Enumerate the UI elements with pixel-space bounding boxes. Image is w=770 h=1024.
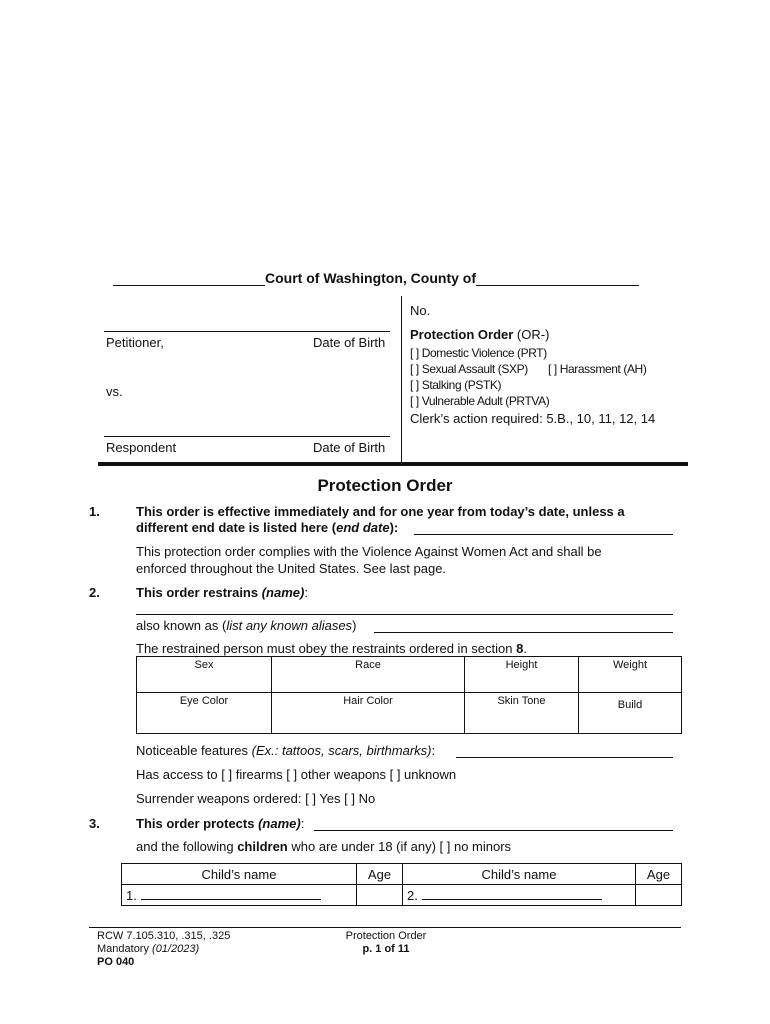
vawa-line-2: enforced throughout the United States. See last page. (136, 561, 447, 576)
child-row-number-2: 2. (407, 888, 418, 903)
section-1-line-1: This order is effective immediately and for one year from today’s date, unless a (136, 504, 625, 519)
child-name-header-1: Child’s name (122, 864, 357, 885)
section-1-line-2-a: different end date is listed here ( (136, 520, 337, 535)
order-type-prtva-checkbox[interactable]: [ ] Vulnerable Adult (PRTVA) (410, 394, 550, 408)
section-1-number: 1. (89, 504, 100, 519)
aka-label (136, 618, 356, 633)
court-name-blank[interactable] (113, 271, 265, 286)
section-3-label-a: This order protects (136, 816, 259, 831)
protected-name-field[interactable] (314, 830, 673, 831)
features-field[interactable] (456, 757, 673, 758)
child-age-cell-2[interactable] (636, 885, 682, 906)
court-title: Court of Washington, County of (265, 270, 476, 286)
children-label (136, 839, 511, 854)
footer-rcw: RCW 7.105.310, .315, .325 (97, 930, 231, 942)
child-row-number-1: 1. (126, 888, 137, 903)
order-type-title-bold: Protection Order (410, 327, 514, 342)
features-b: (Ex.: tattoos, scars, birthmarks) (251, 743, 432, 758)
section-2-label-a: This order restrains (136, 585, 262, 600)
order-type-title (410, 327, 549, 342)
section-1-end-date-label: end date (336, 520, 390, 535)
section-2-label-colon: : (304, 585, 308, 600)
petitioner-dob-label: Date of Birth (313, 335, 386, 350)
clerk-action-note: Clerk’s action required: 5.B., 10, 11, 12, 14 (410, 411, 656, 426)
build-cell[interactable]: Build (579, 693, 682, 734)
caption-bottom-rule (98, 462, 688, 466)
children-table (121, 863, 682, 906)
order-type-ah-checkbox[interactable]: [ ] Harassment (AH) (548, 362, 647, 376)
petitioner-name-line[interactable] (104, 331, 390, 332)
county-name-blank[interactable] (476, 271, 639, 286)
case-number-label: No. (410, 303, 431, 318)
respondent-name-line[interactable] (104, 436, 390, 437)
section-2-number: 2. (89, 585, 100, 600)
section-1-line-2-c: ): (389, 520, 399, 535)
features-label (136, 743, 435, 758)
hair-color-cell[interactable]: Hair Color (272, 693, 465, 734)
child-name-line-1[interactable] (141, 887, 321, 900)
court-heading (113, 270, 658, 286)
description-table (136, 656, 682, 734)
obey-restraints-note (136, 641, 527, 656)
section-3-number: 3. (89, 816, 100, 831)
obey-section: 8 (516, 641, 524, 656)
eye-color-cell[interactable]: Eye Color (137, 693, 272, 734)
page-title: Protection Order (317, 476, 453, 495)
child-name-cell-1[interactable] (122, 885, 357, 906)
order-type-sxp-checkbox[interactable]: [ ] Sexual Assault (SXP) (410, 362, 528, 376)
child-name-header-2: Child’s name (403, 864, 636, 885)
child-age-header-1: Age (357, 864, 403, 885)
child-age-cell-1[interactable] (357, 885, 403, 906)
end-date-field[interactable] (414, 534, 673, 535)
caption-divider (401, 296, 402, 464)
surrender-weapons-checkboxes[interactable]: Surrender weapons ordered: [ ] Yes [ ] No (136, 791, 376, 806)
respondent-dob-label: Date of Birth (313, 440, 386, 455)
footer-center-title: Protection Order (345, 930, 427, 942)
child-age-header-2: Age (636, 864, 682, 885)
versus-label: vs. (106, 384, 123, 399)
aka-label-a: also known as ( (136, 618, 227, 633)
features-a: Noticeable features (136, 743, 252, 758)
footer-mandatory-date: (01/2023) (152, 943, 200, 955)
footer-form-id: PO 040 (97, 956, 135, 968)
weapons-access-checkboxes[interactable]: Has access to [ ] firearms [ ] other weapons [ ] unknown (136, 767, 457, 782)
footer-rule (89, 927, 681, 928)
section-3-label-name: (name) (258, 816, 301, 831)
order-type-pstk-checkbox[interactable]: [ ] Stalking (PSTK) (410, 378, 502, 392)
section-2-label-name: (name) (261, 585, 305, 600)
obey-c: . (523, 641, 527, 656)
restrained-name-field[interactable] (136, 614, 673, 615)
sex-cell[interactable]: Sex (137, 657, 272, 693)
child-name-cell-2[interactable] (403, 885, 636, 906)
order-type-dv-checkbox[interactable]: [ ] Domestic Violence (PRT) (410, 346, 547, 360)
aka-label-b: list any known aliases (226, 618, 353, 633)
obey-a: The restrained person must obey the restraints ordered in section (136, 641, 517, 656)
race-cell[interactable]: Race (272, 657, 465, 693)
aliases-field[interactable] (374, 632, 673, 633)
section-1-line-2 (136, 520, 398, 535)
height-cell[interactable]: Height (465, 657, 579, 693)
footer-page-number: p. 1 of 11 (362, 943, 410, 955)
section-3-label-colon: : (300, 816, 305, 831)
weight-cell[interactable]: Weight (579, 657, 682, 693)
children-a: and the following (136, 839, 238, 854)
section-2-label (136, 585, 308, 600)
child-name-line-2[interactable] (422, 887, 602, 900)
section-3-label (136, 816, 304, 831)
children-b: children (237, 839, 288, 854)
respondent-label: Respondent (106, 440, 177, 455)
vawa-line-1: This protection order complies with the Violence Against Women Act and shall be (136, 544, 602, 559)
footer-mandatory (97, 943, 199, 955)
footer-mandatory-a: Mandatory (97, 943, 153, 955)
children-c: who are under 18 (if any) [ ] no minors (287, 839, 512, 854)
features-c: : (431, 743, 436, 758)
aka-label-c: ) (352, 618, 357, 633)
order-type-title-suffix: (OR-) (513, 327, 550, 342)
skin-tone-cell[interactable]: Skin Tone (465, 693, 579, 734)
petitioner-label: Petitioner, (106, 335, 164, 350)
